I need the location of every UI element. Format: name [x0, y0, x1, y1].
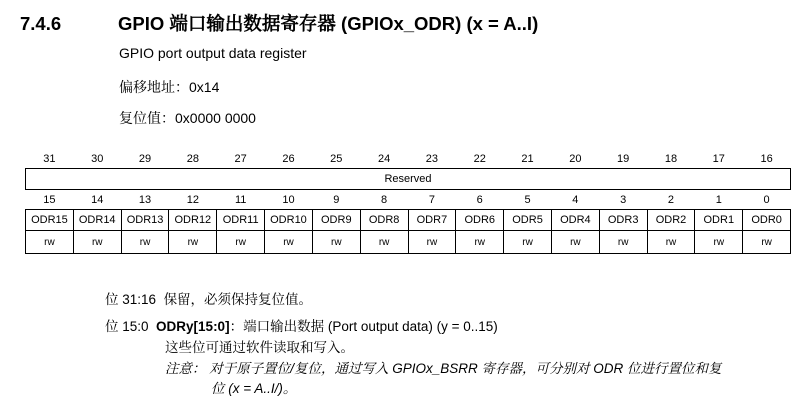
desc-bits-15-0-label: 位 15:0: [105, 319, 149, 334]
bit-number: 12: [186, 193, 199, 206]
desc-rw-note: 这些位可通过软件读取和写入。: [165, 340, 354, 355]
bit-number: 20: [569, 152, 582, 165]
field-name-odry: ODRy[15:0]: [156, 319, 230, 334]
bit-number: 26: [282, 152, 295, 165]
access-type: rw: [647, 231, 695, 254]
register-field: ODR8: [360, 210, 408, 231]
access-type: rw: [695, 231, 743, 254]
bit-number: 30: [91, 152, 104, 165]
bit-number: 0: [763, 193, 770, 206]
register-field: ODR2: [647, 210, 695, 231]
bit-number: 7: [428, 193, 435, 206]
access-type: rw: [26, 231, 74, 254]
register-field: ODR0: [743, 210, 791, 231]
bit-number: 4: [572, 193, 579, 206]
atomic-note-line2: 位 (x = A..I/)。: [211, 381, 297, 396]
access-type: rw: [408, 231, 456, 254]
section-title: GPIO 端口输出数据寄存器 (GPIOx_ODR) (x = A..I): [118, 13, 539, 34]
access-row: [26, 231, 791, 254]
bit-number: 28: [186, 152, 199, 165]
access-type: rw: [312, 231, 360, 254]
bit-number: 8: [381, 193, 388, 206]
bit-number: 14: [91, 193, 104, 206]
register-field: ODR5: [504, 210, 552, 231]
register-field: ODR13: [121, 210, 169, 231]
register-subtitle: GPIO port output data register: [119, 45, 307, 61]
register-field: ODR1: [695, 210, 743, 231]
register-field: ODR6: [456, 210, 504, 231]
bit-number: 25: [330, 152, 343, 165]
atomic-note-line1: 注意： 对于原子置位/复位，通过写入 GPIOx_BSRR 寄存器，可分别对 ODR 位进行置位和复: [165, 361, 722, 376]
access-type: rw: [73, 231, 121, 254]
register-field: ODR10: [265, 210, 313, 231]
bit-number: 31: [43, 152, 56, 165]
register-field: ODR7: [408, 210, 456, 231]
bit-number: 21: [521, 152, 534, 165]
access-type: rw: [265, 231, 313, 254]
bit-number: 9: [333, 193, 340, 206]
register-field: ODR9: [312, 210, 360, 231]
bit-number: 13: [138, 193, 152, 206]
lower-bit-numbers-row: [26, 190, 791, 210]
access-type: rw: [504, 231, 552, 254]
bit-number: 24: [377, 152, 391, 165]
register-field: ODR15: [26, 210, 74, 231]
register-field: ODR4: [551, 210, 599, 231]
bit-number: 23: [425, 152, 439, 165]
bit-number: 18: [664, 152, 678, 165]
desc-bits-31-16-label: 位 31:16: [105, 292, 157, 307]
access-type: rw: [551, 231, 599, 254]
bit-number: 22: [473, 152, 486, 165]
access-type: rw: [599, 231, 647, 254]
reserved-row: [26, 169, 791, 190]
bit-number: 10: [282, 193, 295, 206]
access-type: rw: [121, 231, 169, 254]
bit-number: 16: [760, 152, 773, 165]
bit-number: 15: [43, 193, 56, 206]
bit-number: 11: [234, 193, 247, 206]
access-type: rw: [743, 231, 791, 254]
access-type: rw: [360, 231, 408, 254]
address-offset: 偏移地址：0x14: [119, 79, 220, 95]
upper-bit-numbers-row: [26, 149, 791, 169]
section-number: 7.4.6: [20, 13, 62, 34]
register-field: ODR3: [599, 210, 647, 231]
bit-number: 19: [617, 152, 630, 165]
register-field: ODR12: [169, 210, 217, 231]
reset-value: 复位值：0x0000 0000: [119, 110, 256, 126]
bit-number: 29: [138, 152, 152, 165]
access-type: rw: [456, 231, 504, 254]
register-field: ODR11: [217, 210, 265, 231]
section-heading: [20, 10, 538, 36]
desc-bits-31-16: [105, 288, 312, 308]
bit-number: 5: [524, 193, 531, 206]
bit-number: 27: [234, 152, 247, 165]
access-type: rw: [217, 231, 265, 254]
bit-number: 1: [715, 193, 722, 206]
reserved-field: Reserved: [26, 169, 791, 190]
bit-number: 17: [712, 152, 725, 165]
register-field: ODR14: [73, 210, 121, 231]
bit-number: 3: [620, 193, 627, 206]
desc-bits-15-0: [105, 315, 498, 335]
desc-bits-31-16-text: 保留，必须保持复位值。: [163, 292, 313, 307]
bit-number: 2: [667, 193, 675, 206]
register-map-table: [25, 149, 791, 254]
desc-bits-15-0-text: ：端口输出数据 (Port output data) (y = 0..15): [229, 319, 498, 334]
field-names-row: [26, 210, 791, 231]
bit-number: 6: [476, 193, 483, 206]
access-type: rw: [169, 231, 217, 254]
